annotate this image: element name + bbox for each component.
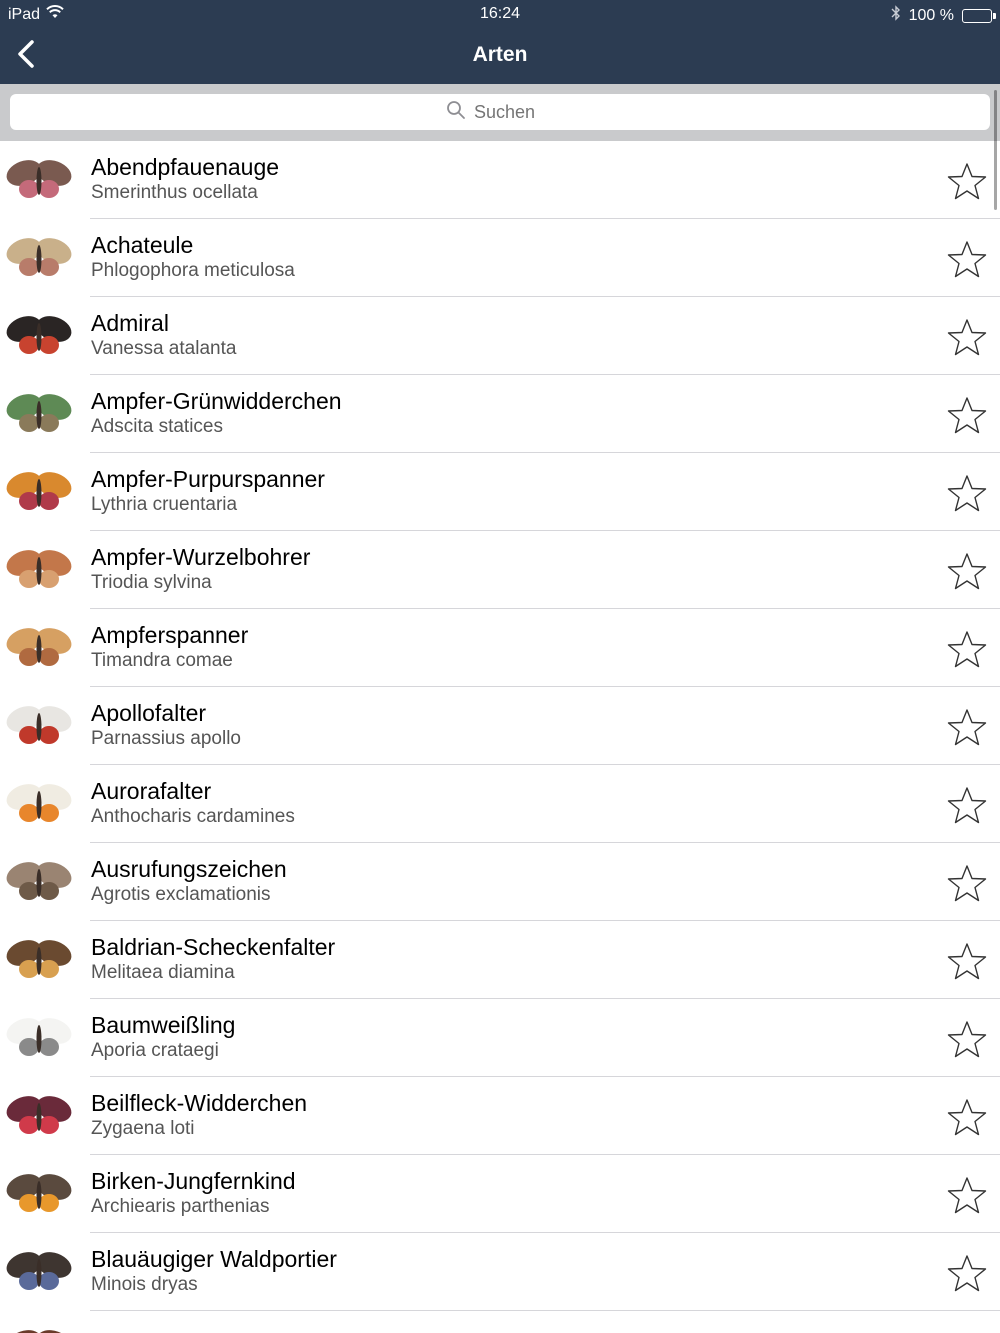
butterfly-thumbnail (2, 691, 76, 761)
species-latin-name: Lythria cruentaria (91, 494, 238, 515)
search-bar (0, 84, 1000, 141)
species-common-name: Baldrian-Scheckenfalter (91, 934, 336, 960)
species-common-name: Ampfer-Purpurspanner (91, 466, 325, 492)
star-icon (946, 344, 988, 361)
battery-icon (962, 9, 992, 23)
species-latin-name: Triodia sylvina (91, 572, 212, 593)
butterfly-thumbnail (2, 301, 76, 371)
species-common-name: Ampfer-Grünwidderchen (91, 388, 342, 414)
species-latin-name: Vanessa atalanta (91, 338, 237, 359)
star-icon (946, 656, 988, 673)
favorite-button[interactable] (946, 1253, 988, 1293)
star-icon (946, 1046, 988, 1063)
species-names (91, 621, 248, 673)
butterfly-thumbnail (2, 379, 76, 449)
status-time: 16:24 (479, 5, 521, 22)
species-latin-name: Adscita statices (91, 416, 223, 437)
list-item[interactable] (0, 219, 1000, 297)
list-item[interactable] (0, 609, 1000, 687)
favorite-button[interactable] (946, 473, 988, 513)
species-latin-name: Archiearis parthenias (91, 1196, 270, 1217)
species-common-name: Baumweißling (91, 1012, 236, 1038)
list-item[interactable] (0, 765, 1000, 843)
bluetooth-icon (891, 5, 901, 26)
favorite-button[interactable] (946, 1097, 988, 1137)
favorite-button[interactable] (946, 551, 988, 591)
list-item[interactable] (0, 843, 1000, 921)
species-latin-name: Smerinthus ocellata (91, 182, 258, 203)
star-icon (946, 266, 988, 283)
top-bar (0, 0, 1000, 84)
species-names (91, 387, 342, 439)
favorite-button[interactable] (946, 239, 988, 279)
species-latin-name: Phlogophora meticulosa (91, 260, 295, 281)
star-icon (946, 578, 988, 595)
species-names (91, 231, 295, 283)
list-item[interactable] (0, 1077, 1000, 1155)
butterfly-thumbnail (2, 847, 76, 917)
list-item[interactable] (0, 1311, 1000, 1333)
butterfly-thumbnail (2, 535, 76, 605)
species-names (91, 933, 335, 985)
species-common-name: Ampferspanner (91, 622, 249, 648)
favorite-button[interactable] (946, 707, 988, 747)
scroll-indicator (994, 90, 997, 210)
star-icon (946, 422, 988, 439)
species-common-name: Abendpfauenauge (91, 154, 280, 180)
species-common-name: Apollofalter (91, 700, 207, 726)
species-common-name: Admiral (91, 310, 169, 336)
species-list (0, 141, 1000, 1333)
list-item[interactable] (0, 999, 1000, 1077)
species-latin-name: Parnassius apollo (91, 728, 241, 749)
species-common-name: Aurorafalter (91, 778, 212, 804)
star-icon (946, 188, 988, 205)
star-icon (946, 734, 988, 751)
page-title: Arten (472, 43, 528, 66)
list-item[interactable] (0, 141, 1000, 219)
list-item[interactable] (0, 453, 1000, 531)
star-icon (946, 500, 988, 517)
species-names (91, 309, 236, 361)
species-latin-name: Agrotis exclamationis (91, 884, 271, 905)
species-common-name: Achateule (91, 232, 194, 258)
status-right (891, 5, 992, 26)
butterfly-thumbnail (2, 145, 76, 215)
species-names (91, 1011, 235, 1063)
butterfly-thumbnail (2, 1159, 76, 1229)
species-names (91, 1167, 296, 1219)
star-icon (946, 1202, 988, 1219)
star-icon (946, 812, 988, 829)
search-input[interactable] (474, 102, 554, 123)
butterfly-thumbnail (2, 1003, 76, 1073)
species-latin-name: Anthocharis cardamines (91, 806, 295, 827)
species-names (91, 777, 295, 829)
favorite-button[interactable] (946, 1019, 988, 1059)
species-latin-name: Melitaea diamina (91, 962, 235, 983)
list-item[interactable] (0, 921, 1000, 999)
species-common-name: Blauäugiger Waldportier (91, 1246, 337, 1272)
species-names (91, 153, 279, 205)
species-names (91, 543, 310, 595)
species-latin-name: Zygaena loti (91, 1118, 195, 1139)
favorite-button[interactable] (946, 317, 988, 357)
navigation-bar (0, 28, 1000, 84)
species-names (91, 1245, 337, 1297)
list-item[interactable] (0, 297, 1000, 375)
favorite-button[interactable] (946, 161, 988, 201)
star-icon (946, 1280, 988, 1297)
species-latin-name: Aporia crataegi (91, 1040, 219, 1061)
species-latin-name: Minois dryas (91, 1274, 198, 1295)
favorite-button[interactable] (946, 863, 988, 903)
butterfly-thumbnail (2, 1315, 76, 1333)
butterfly-thumbnail (2, 925, 76, 995)
list-item[interactable] (0, 1155, 1000, 1233)
status-bar (0, 0, 1000, 28)
species-names (91, 465, 325, 517)
search-field[interactable] (10, 94, 990, 130)
star-icon (946, 1124, 988, 1141)
favorite-button[interactable] (946, 395, 988, 435)
butterfly-thumbnail (2, 223, 76, 293)
butterfly-thumbnail (2, 1081, 76, 1151)
species-names (91, 699, 241, 751)
star-icon (946, 890, 988, 907)
species-common-name: Ampfer-Wurzelbohrer (91, 544, 311, 570)
butterfly-thumbnail (2, 1237, 76, 1307)
list-item[interactable] (0, 375, 1000, 453)
butterfly-thumbnail (2, 769, 76, 839)
butterfly-thumbnail (2, 457, 76, 527)
favorite-button[interactable] (946, 785, 988, 825)
species-common-name: Ausrufungszeichen (91, 856, 287, 882)
list-item[interactable] (0, 531, 1000, 609)
species-common-name: Birken-Jungfernkind (91, 1168, 296, 1194)
star-icon (946, 968, 988, 985)
list-item[interactable] (0, 1233, 1000, 1311)
search-icon (446, 100, 466, 125)
species-latin-name: Timandra comae (91, 650, 233, 671)
species-names (91, 1089, 307, 1141)
butterfly-thumbnail (2, 613, 76, 683)
device-name: iPad (8, 5, 41, 23)
species-common-name: Beilfleck-Widderchen (91, 1090, 308, 1116)
favorite-button[interactable] (946, 629, 988, 669)
favorite-button[interactable] (946, 1175, 988, 1215)
list-item[interactable] (0, 687, 1000, 765)
species-names (91, 855, 287, 907)
battery-percent: 100 % (908, 6, 954, 24)
favorite-button[interactable] (946, 941, 988, 981)
